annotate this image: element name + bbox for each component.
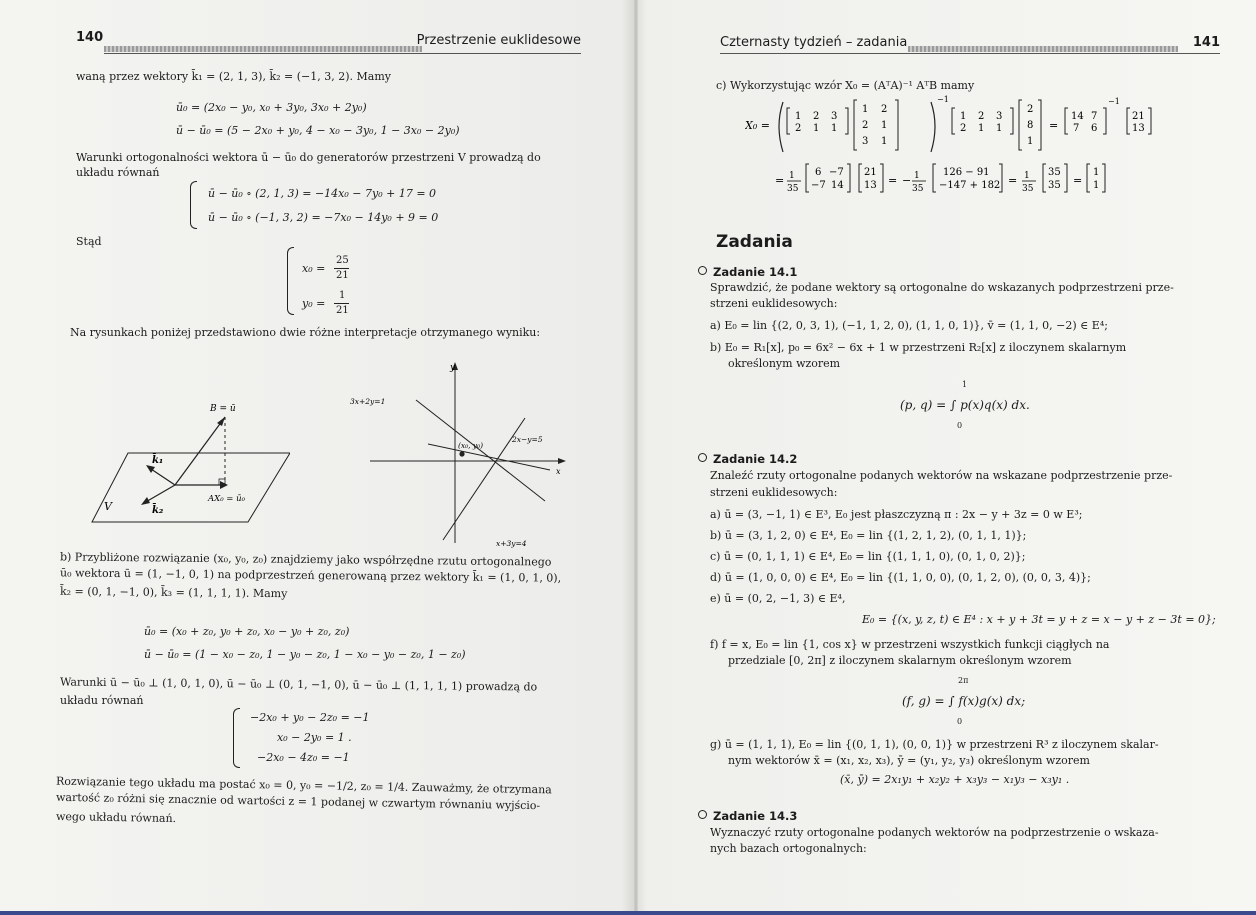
text-line: wartość z₀ różni się znacznie od wartości z = 1 podanej w czwartym równaniu wyjścio- bbox=[55, 790, 541, 813]
left-running-title: Przestrzenie euklidesowe bbox=[416, 33, 581, 48]
exponent: −1 bbox=[1108, 97, 1120, 106]
cell: 21 bbox=[864, 167, 877, 178]
text-line: c) Wykorzystując wzór X₀ = (AᵀA)⁻¹ AᵀB mamy bbox=[716, 79, 975, 92]
circle-bullet-icon bbox=[698, 453, 707, 462]
exercise-title-text: Zadanie 14.3 bbox=[713, 809, 798, 823]
label-k2: k̄₂ bbox=[152, 505, 164, 516]
section-title: Zadania bbox=[716, 232, 793, 252]
matrix-atb bbox=[1127, 108, 1151, 134]
equals: = bbox=[1049, 119, 1059, 132]
text-line: b) Przybliżone rozwiązanie (x₀, y₀, z₀) znajdziemy jako współrzędne rzutu ortogonalnego bbox=[59, 550, 552, 569]
cell: 14 bbox=[831, 180, 844, 191]
cell: 7 bbox=[1091, 111, 1098, 122]
arrowhead-k2 bbox=[141, 497, 150, 505]
matrix-adj bbox=[806, 164, 850, 192]
label-line-2: 2x−y=5 bbox=[512, 435, 543, 444]
label-k1: k̄₁ bbox=[152, 455, 164, 466]
circle-bullet-icon bbox=[698, 810, 707, 819]
cell: 3 bbox=[996, 111, 1003, 122]
text-line: Warunki ortogonalności wektora ū − ū₀ do generatorów przestrzeni V prowadzą do bbox=[76, 151, 541, 164]
cell: 6 bbox=[1091, 123, 1098, 134]
frac-den: 35 bbox=[912, 184, 924, 194]
exercise-title bbox=[698, 809, 797, 823]
figure-three-lines bbox=[340, 358, 570, 548]
cell: 8 bbox=[1027, 120, 1034, 131]
text-line: strzeni euklidesowych: bbox=[710, 297, 838, 310]
cell: 1 bbox=[996, 123, 1003, 134]
matrix-at bbox=[787, 108, 848, 134]
cell: 126 − 91 bbox=[943, 167, 990, 178]
equation: −2x₀ − 4z₀ = −1 bbox=[257, 751, 350, 764]
text-line: Znaleźć rzuty ortogonalne podanych wektorów na wskazane podprzestrzenie prze- bbox=[710, 469, 1173, 482]
cell: −147 + 182 bbox=[939, 180, 1001, 191]
equation: ū − ū₀ = (1 − x₀ − z₀, 1 − y₀ − z₀, 1 − x₀ − y₀ − z₀, 1 − z₀) bbox=[144, 648, 466, 661]
label-y: y bbox=[450, 363, 456, 373]
cell: 13 bbox=[864, 180, 877, 191]
cell: 1 bbox=[881, 136, 888, 147]
left-paren bbox=[779, 102, 783, 152]
label-v: V bbox=[104, 500, 112, 513]
equation: y₀ = bbox=[302, 297, 326, 310]
cell: 3 bbox=[831, 111, 838, 122]
line-3x-2y bbox=[416, 400, 545, 501]
left-header-bar bbox=[104, 46, 422, 52]
cell: 21 bbox=[1132, 111, 1145, 122]
text-line: układu równań bbox=[76, 166, 160, 179]
integral-formula: (p, q) = ∫ p(x)q(x) dx. bbox=[900, 398, 1030, 412]
bottom-edge bbox=[0, 911, 1256, 915]
cell: 6 bbox=[815, 167, 822, 178]
frac-num: 1 bbox=[914, 171, 920, 181]
label-line-3: x+3y=4 bbox=[496, 539, 527, 548]
arrowhead-k1 bbox=[146, 465, 155, 473]
cell: 7 bbox=[1073, 123, 1080, 134]
left-header-rule bbox=[104, 53, 581, 54]
equation: x₀ − 2y₀ = 1 . bbox=[277, 731, 352, 744]
exercise-item: a) ū = (3, −1, 1) ∈ E³, E₀ jest płaszczyzną π : 2x − y + 3z = 0 w E³; bbox=[710, 508, 1083, 521]
integral-lower: 0 bbox=[957, 717, 963, 726]
minus-sign: − bbox=[902, 174, 912, 187]
text-line: określonym wzorem bbox=[728, 357, 841, 370]
text-line: Wyznaczyć rzuty ortogonalne podanych wektorów na podprzestrzenie o wskaza- bbox=[710, 826, 1159, 839]
exercise-item: a) E₀ = lin {(2, 0, 3, 1), (−1, 1, 2, 0), (1, 1, 0, 1)}, v̄ = (1, 1, 0, −2) ∈ E⁴; bbox=[710, 319, 1108, 332]
cell: 35 bbox=[1048, 167, 1061, 178]
exercise-item: c) ū = (0, 1, 1, 1) ∈ E⁴, E₀ = lin {(1, 1, 1, 0), (0, 1, 0, 2)}; bbox=[710, 550, 1026, 563]
equation: x₀ = bbox=[302, 262, 326, 275]
matrix-at-2 bbox=[952, 108, 1013, 134]
text-line: Rozwiązanie tego układu ma postać x₀ = 0, y₀ = −1/2, z₀ = 1/4. Zauważmy, że otrzymana bbox=[55, 774, 552, 797]
integral-formula: (f, g) = ∫ f(x)g(x) dx; bbox=[902, 694, 1026, 708]
text-line: Stąd bbox=[76, 235, 102, 248]
text-line: Na rysunkach poniżej przedstawiono dwie różne interpretacje otrzymanego wyniku: bbox=[70, 326, 541, 339]
text-line: układu równań bbox=[60, 694, 144, 707]
cell: 1 bbox=[1093, 167, 1100, 178]
equation: ū₀ = (2x₀ − y₀, x₀ + 3y₀, 3x₀ + 2y₀) bbox=[176, 101, 367, 114]
cell: 1 bbox=[881, 120, 888, 131]
circle-bullet-icon bbox=[698, 266, 707, 275]
frac-num: 1 bbox=[789, 171, 795, 181]
cell: 1 bbox=[813, 123, 820, 134]
cell: 2 bbox=[862, 120, 869, 131]
cell: 1 bbox=[795, 111, 802, 122]
text-line: nym wektorów x̄ = (x₁, x₂, x₃), ȳ = (y₁, y₂, y₃) określonym wzorem bbox=[728, 754, 1090, 767]
exercise-title-text: Zadanie 14.2 bbox=[713, 452, 798, 466]
right-page-number: 141 bbox=[1192, 35, 1220, 50]
exercise-title bbox=[698, 265, 797, 279]
matrix-atb-2 bbox=[859, 164, 883, 192]
cell: 3 bbox=[862, 136, 869, 147]
cell: 1 bbox=[831, 123, 838, 134]
equals: = bbox=[1008, 174, 1018, 187]
exercise-item: e) ū = (0, 2, −1, 3) ∈ E⁴, bbox=[710, 592, 846, 605]
fraction-denominator: 21 bbox=[336, 270, 349, 281]
cell: 2 bbox=[1027, 104, 1034, 115]
right-running-title: Czternasty tydzień – zadania bbox=[720, 35, 908, 50]
system-brace bbox=[233, 708, 240, 768]
system-brace bbox=[190, 181, 197, 229]
matrix-b bbox=[1019, 100, 1041, 150]
cell: −7 bbox=[811, 180, 826, 191]
right-paren bbox=[931, 102, 935, 152]
fraction-denominator: 21 bbox=[336, 305, 349, 316]
text-line: strzeni euklidesowych: bbox=[710, 486, 838, 499]
text-line: waną przez wektory k̄₁ = (2, 1, 3), k̄₂ = (−1, 3, 2). Mamy bbox=[76, 70, 391, 83]
arrowhead-b bbox=[217, 417, 225, 426]
text-line: ū₀ wektora ū = (1, −1, 0, 1) na podprzestrzeń generowaną przez wektory k̄₁ = (1, 0, 1, 0), bbox=[59, 566, 562, 585]
equals: = bbox=[888, 174, 898, 187]
left-running-head bbox=[76, 30, 581, 54]
equation: ū − ū₀ ∘ (−1, 3, 2) = −7x₀ − 14y₀ + 9 = 0 bbox=[208, 211, 439, 224]
right-header-rule bbox=[720, 53, 1220, 54]
right-running-head bbox=[720, 34, 1220, 54]
exercise-item: b) E₀ = R₁[x], p₀ = 6x² − 6x + 1 w przestrzeni R₂[x] z iloczynem skalarnym bbox=[710, 341, 1127, 354]
cell: 13 bbox=[1132, 123, 1145, 134]
integral-lower: 0 bbox=[957, 421, 963, 430]
equation: (x̄, ȳ) = 2x₁y₁ + x₂y₂ + x₃y₃ − x₁y₃ − x₃y₁ . bbox=[840, 773, 1070, 786]
exponent: −1 bbox=[937, 95, 949, 104]
equation: ū₀ = (x₀ + z₀, y₀ + z₀, x₀ − y₀ + z₀, z₀) bbox=[144, 625, 350, 638]
cell: 2 bbox=[881, 104, 888, 115]
exercise-title bbox=[698, 452, 797, 466]
exercise-item: b) ū = (3, 1, 2, 0) ∈ E⁴, E₀ = lin {(1, 2, 1, 2), (0, 1, 1, 1)}; bbox=[710, 529, 1027, 542]
exercise-item: g) ū = (1, 1, 1), E₀ = lin {(0, 1, 1), (0, 0, 1)} w przestrzeni R³ z iloczynem skalar- bbox=[710, 738, 1159, 751]
x-axis-arrow bbox=[558, 458, 566, 464]
line-x-3y bbox=[428, 444, 550, 470]
solution-point bbox=[459, 451, 464, 456]
frac-den: 35 bbox=[787, 184, 799, 194]
label-b: B = ū bbox=[210, 404, 236, 414]
text-line: Sprawdzić, że podane wektory są ortogonalne do wskazanych podprzestrzeni prze- bbox=[710, 281, 1174, 294]
figure-projection-plane bbox=[80, 395, 290, 530]
matrix-res1 bbox=[933, 164, 1002, 192]
exercise-item: f) f = x, E₀ = lin {1, cos x} w przestrzeni wszystkich funkcji ciągłych na bbox=[710, 638, 1110, 651]
matrix-ata bbox=[1065, 108, 1106, 134]
integral-upper: 1 bbox=[962, 380, 968, 389]
equals: = bbox=[775, 174, 785, 187]
matrix-res2 bbox=[1043, 164, 1067, 192]
left-page-number: 140 bbox=[76, 30, 104, 45]
text-line: wego układu równań. bbox=[55, 809, 177, 826]
cell: 2 bbox=[978, 111, 985, 122]
equation: ū − ū₀ ∘ (2, 1, 3) = −14x₀ − 7y₀ + 17 = 0 bbox=[208, 187, 437, 200]
cell: −7 bbox=[829, 167, 844, 178]
matrix-a bbox=[854, 100, 898, 150]
cell: 1 bbox=[1093, 180, 1100, 191]
system-brace bbox=[287, 247, 294, 315]
matrix-equation bbox=[745, 94, 1240, 202]
fraction-numerator: 25 bbox=[336, 255, 349, 266]
text-line: nych bazach ortogonalnych: bbox=[710, 842, 867, 855]
cell: 2 bbox=[960, 123, 967, 134]
exercise-item: d) ū = (1, 0, 0, 0) ∈ E⁴, E₀ = lin {(1, 1, 0, 0), (0, 1, 2, 0), (0, 0, 3, 4)}; bbox=[710, 571, 1091, 584]
x0-label: X₀ = bbox=[745, 119, 770, 132]
cell: 2 bbox=[813, 111, 820, 122]
label-ax0: AX₀ = ū₀ bbox=[208, 494, 246, 504]
label-x: x bbox=[556, 467, 561, 476]
text-line: k̄₂ = (0, 1, −1, 0), k̄₃ = (1, 1, 1, 1). Mamy bbox=[59, 584, 288, 601]
label-point: (x₀, y₀) bbox=[458, 441, 484, 450]
cell: 35 bbox=[1048, 180, 1061, 191]
cell: 14 bbox=[1071, 111, 1084, 122]
right-header-bar bbox=[908, 46, 1178, 52]
frac-den: 35 bbox=[1022, 184, 1034, 194]
cell: 1 bbox=[1027, 136, 1034, 147]
exercise-item: E₀ = {(x, y, z, t) ∈ E⁴ : x + y + 3t = y + z = x − y + z − 3t = 0}; bbox=[862, 613, 1216, 626]
cell: 1 bbox=[978, 123, 985, 134]
text-line: Warunki ū − ū₀ ⊥ (1, 0, 1, 0), ū − ū₀ ⊥ (0, 1, −1, 0), ū − ū₀ ⊥ (1, 1, 1, 1) prowadzą do bbox=[59, 675, 538, 694]
matrix-res3 bbox=[1087, 164, 1105, 192]
equation: ū − ū₀ = (5 − 2x₀ + y₀, 4 − x₀ − 3y₀, 1 − 3x₀ − 2y₀) bbox=[176, 124, 460, 137]
fraction-numerator: 1 bbox=[339, 290, 346, 301]
integral-upper: 2π bbox=[958, 676, 969, 685]
text-line: przedziale [0, 2π] z iloczynem skalarnym określonym wzorem bbox=[728, 654, 1072, 667]
cell: 2 bbox=[795, 123, 802, 134]
gutter bbox=[634, 0, 638, 915]
cell: 1 bbox=[960, 111, 967, 122]
right-page bbox=[640, 0, 1256, 915]
label-line-1: 3x+2y=1 bbox=[350, 397, 386, 406]
cell: 1 bbox=[862, 104, 869, 115]
vector-b bbox=[175, 417, 225, 485]
frac-num: 1 bbox=[1024, 171, 1030, 181]
equation: −2x₀ + y₀ − 2z₀ = −1 bbox=[250, 711, 370, 724]
equals: = bbox=[1073, 174, 1083, 187]
exercise-title-text: Zadanie 14.1 bbox=[713, 265, 798, 279]
